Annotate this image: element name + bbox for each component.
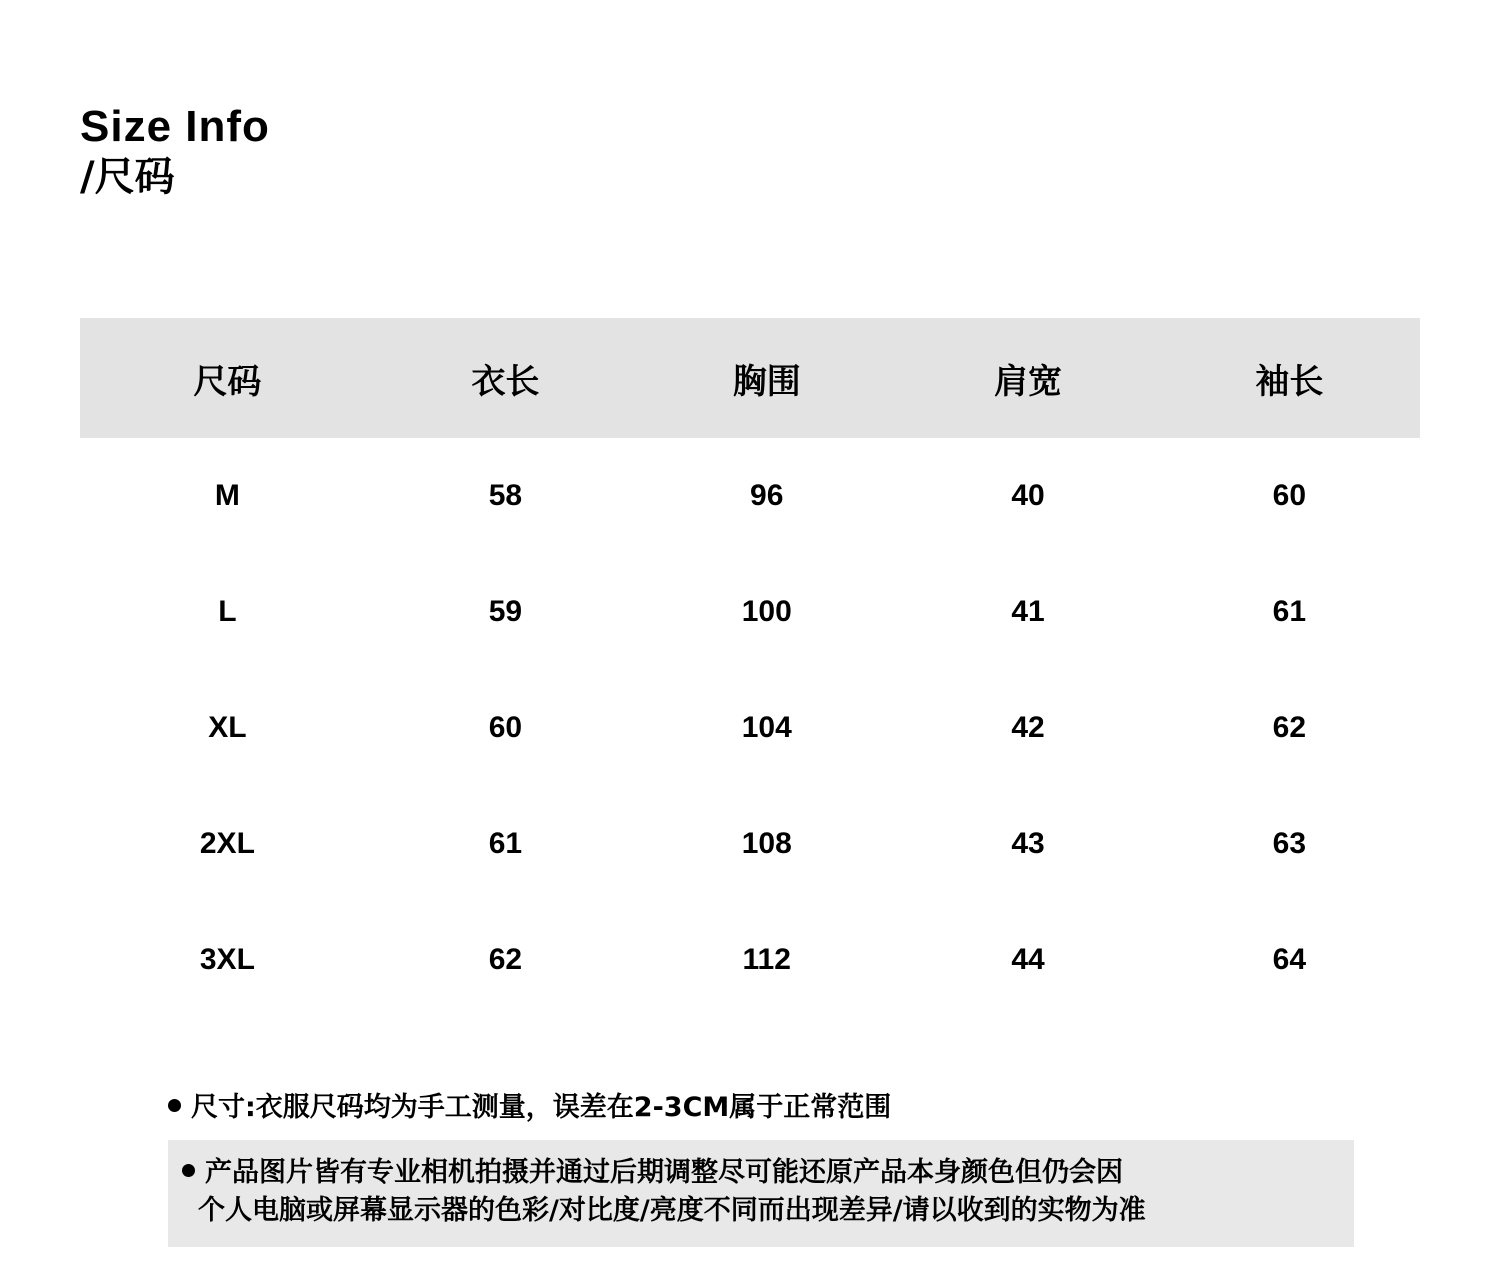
color-disclaimer-text-1: 产品图片皆有专业相机拍摄并通过后期调整尽可能还原产品本身颜色但仍会因 <box>205 1157 1123 1188</box>
cell-size: 2XL <box>80 786 375 902</box>
cell-length: 60 <box>375 670 636 786</box>
column-header-bust: 胸围 <box>732 361 801 402</box>
cell-size: 3XL <box>80 902 375 1018</box>
cell-bust: 108 <box>636 786 897 902</box>
color-disclaimer-line-1 <box>168 1154 1354 1192</box>
page-title-cn: /尺码 <box>80 154 175 200</box>
cell-sleeve: 64 <box>1159 902 1420 1018</box>
measurement-note-text: 尺寸:衣服尺码均为手工测量，误差在2-3CM属于正常范围 <box>191 1092 892 1123</box>
cell-shoulder: 40 <box>897 438 1158 554</box>
cell-length: 58 <box>375 438 636 554</box>
column-header-size: 尺码 <box>193 361 262 402</box>
table-row <box>80 786 1420 902</box>
page-title <box>80 102 270 200</box>
bullet-icon <box>168 1099 181 1112</box>
table-header-row <box>80 318 1420 438</box>
page-title-en: Size Info <box>80 102 270 151</box>
cell-size: XL <box>80 670 375 786</box>
cell-bust: 104 <box>636 670 897 786</box>
column-header-sleeve: 袖长 <box>1255 361 1324 402</box>
table-row <box>80 438 1420 554</box>
table-row <box>80 902 1420 1018</box>
color-disclaimer-line-2: 个人电脑或屏幕显示器的色彩/对比度/亮度不同而出现差异/请以收到的实物为准 <box>198 1195 1146 1227</box>
cell-size: M <box>80 438 375 554</box>
color-disclaimer-note <box>168 1140 1354 1247</box>
table-row <box>80 670 1420 786</box>
column-header-length: 衣长 <box>471 361 540 402</box>
measurement-note <box>168 1085 891 1124</box>
bullet-icon <box>182 1164 195 1177</box>
cell-sleeve: 60 <box>1159 438 1420 554</box>
column-header-shoulder: 肩宽 <box>994 361 1063 402</box>
cell-bust: 96 <box>636 438 897 554</box>
cell-shoulder: 42 <box>897 670 1158 786</box>
table-row <box>80 554 1420 670</box>
cell-length: 62 <box>375 902 636 1018</box>
cell-bust: 112 <box>636 902 897 1018</box>
cell-shoulder: 44 <box>897 902 1158 1018</box>
cell-sleeve: 63 <box>1159 786 1420 902</box>
cell-length: 61 <box>375 786 636 902</box>
cell-shoulder: 43 <box>897 786 1158 902</box>
cell-size: L <box>80 554 375 670</box>
cell-sleeve: 61 <box>1159 554 1420 670</box>
cell-shoulder: 41 <box>897 554 1158 670</box>
size-chart-table <box>80 318 1420 1018</box>
cell-length: 59 <box>375 554 636 670</box>
cell-sleeve: 62 <box>1159 670 1420 786</box>
cell-bust: 100 <box>636 554 897 670</box>
